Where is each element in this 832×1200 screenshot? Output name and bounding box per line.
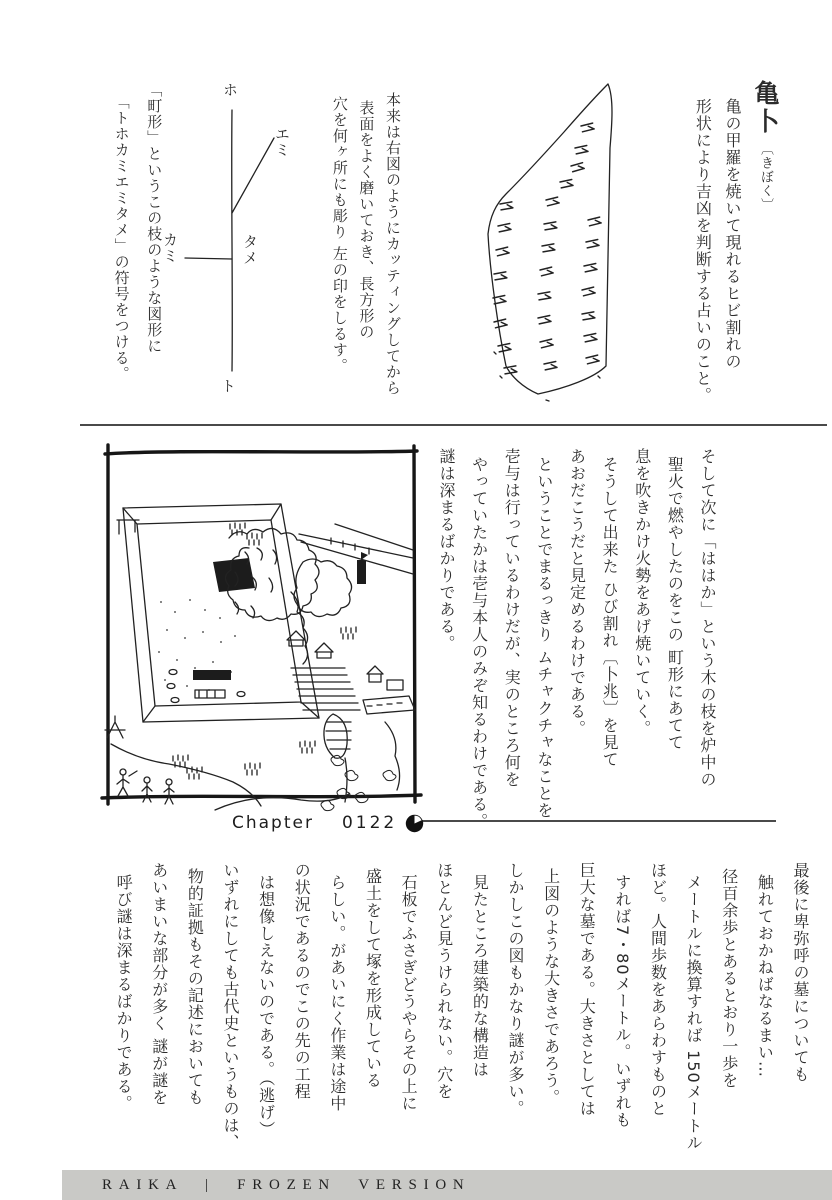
commentary-column: 径百余歩とあるとおり一歩を — [719, 868, 739, 1089]
commentary-column: 盛土をして塚を形成している — [363, 868, 383, 1089]
chapter-number: 0122 — [341, 813, 398, 833]
commentary-column: 物的証拠もその記述においても — [185, 868, 205, 1106]
footer-bar — [62, 1170, 832, 1200]
commentary-column: すれば7・80メートル。いずれも — [612, 874, 632, 1129]
method-column: 穴を何ヶ所にも彫り 左の印をしるす。 — [330, 96, 349, 374]
narration-column: そして次に「ははか」という木の枝を炉中の — [698, 448, 717, 788]
commentary-column: 見たところ建築的な構造は — [470, 874, 490, 1078]
kiboku-heading — [752, 80, 778, 425]
commentary-column: メートルに換算すれば 150メートル — [684, 874, 704, 1152]
chapter-caption — [232, 813, 424, 833]
diagram-label-to: ト — [219, 378, 237, 394]
method-column: 表面をよく磨いておき、長方形の — [357, 100, 376, 340]
cutting-method-text — [320, 92, 400, 412]
diagram-label-tame: タメ — [241, 234, 259, 266]
machigata-column: 「町形」というこの枝のような図形に — [145, 82, 164, 354]
kiboku-definition-block — [681, 80, 778, 425]
commentary-column: ほど。人間歩数をあらわすものと — [648, 862, 668, 1117]
section-divider-top — [80, 424, 827, 426]
narration-column: 謎は深まるばかりである。 — [437, 448, 456, 652]
stick-diagram — [150, 78, 306, 414]
narration-column: 聖火で燃やしたのをこの 町形にあてて — [665, 456, 685, 752]
commentary-column: 呼び謎は深まるばかりである。 — [114, 874, 134, 1112]
commentary-column: いずれにしても古代史というものは、 — [221, 862, 240, 1151]
kiboku-heading-reading: 〔きぼく〕 — [758, 142, 773, 212]
narration-column: そうして出来た ひび割れ〔卜兆〕を見て — [600, 456, 620, 769]
commentary-column: 最後に卑弥呼の墓についても — [791, 862, 810, 1083]
tomb-illustration — [95, 442, 427, 814]
narration-column: あおだこうだと見定めるわけである。 — [567, 448, 587, 737]
commentary-column: らしい。があいにく作業は途中 — [327, 874, 347, 1112]
commentary-column: ほとんど見うけられない。穴を — [434, 862, 454, 1100]
burn-marks — [493, 123, 601, 374]
kiboku-definition-text — [694, 80, 740, 425]
machigata-column: 「トホカミエミタメ」の符号をつける。 — [112, 94, 131, 382]
chapter-label: Chapter — [232, 813, 314, 833]
kiboku-heading-main: 亀卜 — [751, 80, 780, 136]
narration-column: やっていたかは壱与本人のみぞ知るわけである。 — [469, 456, 489, 830]
commentary-column: は想像しえないのである。（逃げ） — [256, 874, 276, 1138]
diagram-label-emi: エミ — [273, 126, 291, 158]
narration-column: 壱与は行っているわけだが、実のところ何を — [502, 448, 522, 788]
narration-column: ということでまるっきり ムチャクチャなことを — [534, 456, 554, 820]
diagram-label-kami: カミ — [161, 232, 179, 264]
commentary-column: 石板でふさぎどうやらその上に — [399, 874, 419, 1112]
commentary-text — [96, 862, 809, 1174]
footer-text: RAIKA | FROZEN VERSION — [102, 1176, 471, 1193]
commentary-column: 上図のような大きさであろう。 — [541, 868, 561, 1106]
commentary-column: 巨大な墓である。大きさとしては — [577, 862, 597, 1117]
commentary-column: あいまいな部分が多く 謎が謎を — [149, 862, 169, 1107]
kiboku-definition-column: 形状により吉凶を判断する占いのこと。 — [693, 98, 713, 404]
commentary-column: しかしこの図もかなり謎が多い。 — [506, 862, 525, 1117]
commentary-column: 触れておかねばなるまい… — [755, 874, 775, 1078]
machigata-text — [96, 82, 164, 402]
method-column: 本来は右図のようにカッティングしてから — [384, 92, 402, 396]
kiboku-definition-column: 亀の甲羅を焼いて現れるヒビ割れの — [723, 98, 742, 370]
narration-text — [421, 448, 715, 828]
turtle-shell-drawing — [448, 76, 663, 408]
diagram-label-ho: ホ — [221, 82, 239, 98]
moon-icon — [405, 814, 424, 833]
commentary-column: の状況であるのでこの先の工程 — [292, 862, 312, 1100]
narration-column: 息を吹きかけ火勢をあげ焼いていく。 — [632, 448, 652, 737]
